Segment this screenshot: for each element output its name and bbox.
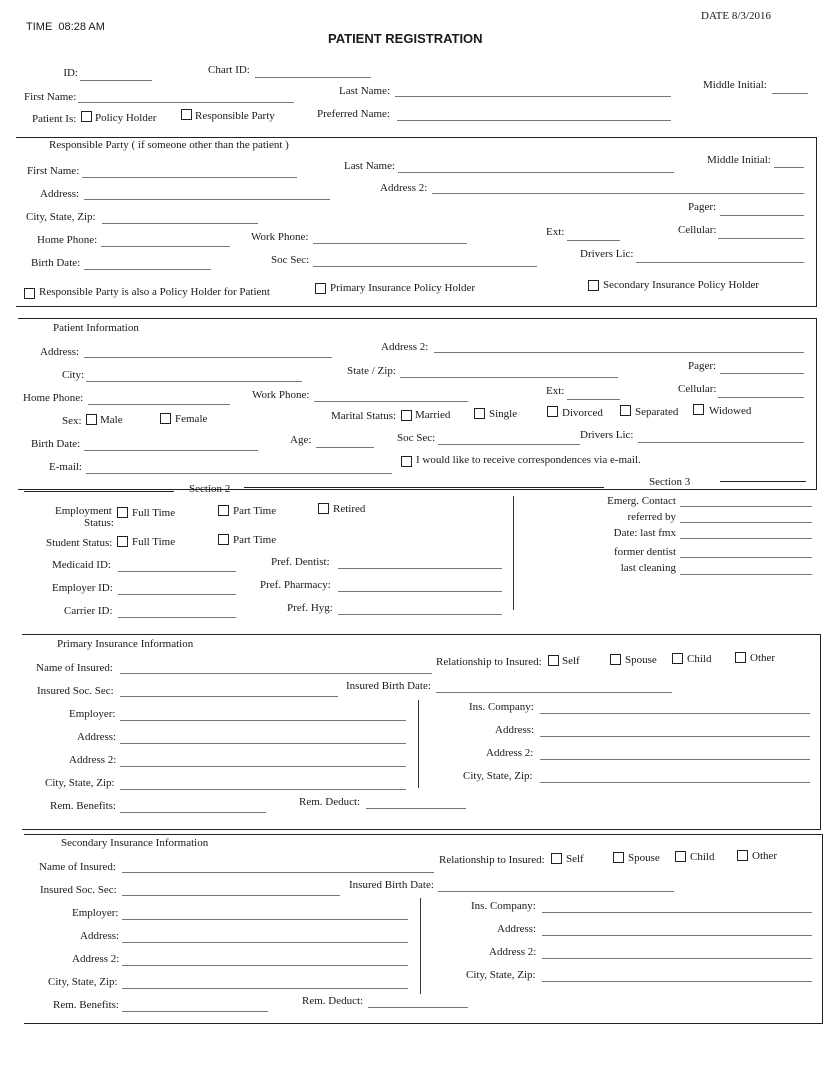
also-policy-holder-checkbox[interactable] bbox=[24, 288, 35, 299]
resp-middle-initial-label: Middle Initial: bbox=[707, 154, 771, 166]
secondary-rem-benefits-label: Rem. Benefits: bbox=[53, 999, 119, 1011]
secondary-insured-birth-date-label: Insured Birth Date: bbox=[349, 879, 434, 891]
pref-pharmacy-label: Pref. Pharmacy: bbox=[260, 579, 331, 591]
resp-soc-sec-field[interactable] bbox=[313, 266, 537, 267]
preferred-name-label: Preferred Name: bbox=[317, 108, 390, 120]
secondary-rem-deduct-field[interactable] bbox=[368, 1007, 468, 1008]
patient-ext-label: Ext: bbox=[546, 385, 565, 397]
resp-drivers-lic-label: Drivers Lic: bbox=[580, 248, 634, 260]
employment-retired-label: Retired bbox=[333, 503, 366, 515]
chart-id-label: Chart ID: bbox=[208, 64, 250, 76]
secondary-ins-address2-label: Address 2: bbox=[489, 946, 537, 958]
secondary-insured-soc-sec-field[interactable] bbox=[122, 895, 340, 896]
marital-single-checkbox[interactable] bbox=[474, 408, 485, 419]
resp-address-label: Address: bbox=[40, 188, 80, 200]
medicaid-id-field[interactable] bbox=[118, 571, 236, 572]
patient-ext-field[interactable] bbox=[567, 399, 620, 400]
carrier-id-field[interactable] bbox=[118, 617, 236, 618]
resp-pager-label: Pager: bbox=[688, 201, 717, 213]
patient-address2-label: Address 2: bbox=[381, 341, 429, 353]
primary-rem-deduct-label: Rem. Deduct: bbox=[299, 796, 361, 808]
sex-female-label: Female bbox=[175, 413, 208, 425]
section2-rule-left bbox=[24, 491, 174, 492]
marital-married-checkbox[interactable] bbox=[401, 410, 412, 421]
pref-hyg-label: Pref. Hyg: bbox=[287, 602, 333, 614]
email-field[interactable] bbox=[86, 473, 392, 474]
secondary-divider bbox=[420, 898, 421, 994]
primary-employer-field[interactable] bbox=[120, 720, 406, 721]
resp-city-state-zip-field[interactable] bbox=[102, 223, 258, 224]
secondary-insured-birth-date-field[interactable] bbox=[438, 891, 674, 892]
primary-rem-deduct-field[interactable] bbox=[366, 808, 466, 809]
patient-state-zip-field[interactable] bbox=[400, 377, 618, 378]
marital-divorced-label: Divorced bbox=[562, 407, 603, 419]
marital-separated-checkbox[interactable] bbox=[620, 405, 631, 416]
secondary-insurance-legend: Secondary Insurance Information bbox=[56, 837, 213, 849]
employment-full-time-label: Full Time bbox=[132, 507, 176, 519]
section2-legend: Section 2 bbox=[189, 483, 231, 495]
employment-part-time-label: Part Time bbox=[233, 505, 277, 517]
primary-self-checkbox[interactable] bbox=[548, 655, 559, 666]
secondary-self-checkbox[interactable] bbox=[551, 853, 562, 864]
marital-widowed-checkbox[interactable] bbox=[693, 404, 704, 415]
sex-male-label: Male bbox=[100, 414, 123, 426]
patient-city-field[interactable] bbox=[86, 381, 302, 382]
preferred-name-field[interactable] bbox=[397, 120, 671, 121]
pref-hyg-field[interactable] bbox=[338, 614, 502, 615]
employment-status-label-1: Employment bbox=[55, 505, 112, 517]
resp-birth-date-field[interactable] bbox=[84, 269, 211, 270]
primary-insurance-legend: Primary Insurance Information bbox=[52, 638, 198, 650]
age-field[interactable] bbox=[316, 447, 374, 448]
primary-insured-soc-sec-field[interactable] bbox=[120, 696, 338, 697]
secondary-city-state-zip-field[interactable] bbox=[122, 988, 408, 989]
resp-ext-field[interactable] bbox=[567, 240, 620, 241]
employer-id-label: Employer ID: bbox=[52, 582, 113, 594]
secondary-policy-holder-checkbox[interactable] bbox=[588, 280, 599, 291]
primary-policy-holder-label: Primary Insurance Policy Holder bbox=[330, 282, 476, 294]
first-name-label: First Name: bbox=[24, 91, 77, 103]
primary-rem-benefits-label: Rem. Benefits: bbox=[50, 800, 116, 812]
secondary-rem-benefits-field[interactable] bbox=[122, 1011, 268, 1012]
marital-status-label: Marital Status: bbox=[331, 410, 397, 422]
pref-pharmacy-field[interactable] bbox=[338, 591, 502, 592]
primary-address-field[interactable] bbox=[120, 743, 406, 744]
email-consent-label: I would like to receive correspondences via e-mail. bbox=[416, 454, 641, 466]
primary-child-label: Child bbox=[687, 653, 712, 665]
primary-divider bbox=[418, 700, 419, 788]
pref-dentist-label: Pref. Dentist: bbox=[271, 556, 330, 568]
patient-soc-sec-label: Soc Sec: bbox=[397, 432, 436, 444]
student-part-time-label: Part Time bbox=[233, 534, 277, 546]
marital-widowed-label: Widowed bbox=[709, 405, 752, 417]
id-label: ID: bbox=[63, 67, 78, 79]
secondary-ins-address2-field[interactable] bbox=[542, 958, 812, 959]
primary-relationship-label: Relationship to Insured: bbox=[436, 656, 542, 668]
secondary-city-state-zip-label: City, State, Zip: bbox=[48, 976, 118, 988]
employment-status-label-2: Status: bbox=[84, 517, 114, 529]
resp-last-name-label: Last Name: bbox=[344, 160, 396, 172]
primary-address-label: Address: bbox=[77, 731, 117, 743]
secondary-other-label: Other bbox=[752, 850, 778, 862]
time-label: TIME 08:28 AM bbox=[26, 21, 105, 33]
secondary-address2-field[interactable] bbox=[122, 965, 408, 966]
date-label: DATE 8/3/2016 bbox=[701, 10, 771, 22]
resp-first-name-field[interactable] bbox=[82, 177, 297, 178]
primary-insured-birth-date-label: Insured Birth Date: bbox=[346, 680, 431, 692]
resp-first-name-label: First Name: bbox=[27, 165, 80, 177]
secondary-ins-company-label: Ins. Company: bbox=[471, 900, 536, 912]
employment-part-time-checkbox[interactable] bbox=[218, 505, 229, 516]
last-cleaning-label: last cleaning bbox=[620, 562, 676, 574]
sex-label: Sex: bbox=[62, 415, 82, 427]
resp-pager-field[interactable] bbox=[720, 215, 804, 216]
employment-retired-checkbox[interactable] bbox=[318, 503, 329, 514]
former-dentist-field[interactable] bbox=[680, 557, 812, 558]
date-last-fmx-field[interactable] bbox=[680, 538, 812, 539]
sex-male-checkbox[interactable] bbox=[86, 414, 97, 425]
employer-id-field[interactable] bbox=[118, 594, 236, 595]
first-name-field[interactable] bbox=[78, 102, 294, 103]
secondary-spouse-checkbox[interactable] bbox=[613, 852, 624, 863]
primary-spouse-label: Spouse bbox=[625, 654, 657, 666]
patient-information-legend: Patient Information bbox=[48, 322, 144, 334]
patient-soc-sec-field[interactable] bbox=[438, 444, 580, 445]
resp-cellular-field[interactable] bbox=[718, 238, 804, 239]
marital-single-label: Single bbox=[489, 408, 518, 420]
patient-cellular-field[interactable] bbox=[718, 397, 804, 398]
primary-ins-address2-label: Address 2: bbox=[486, 747, 534, 759]
primary-self-label: Self bbox=[562, 655, 580, 667]
primary-address2-field[interactable] bbox=[120, 766, 406, 767]
patient-pager-label: Pager: bbox=[688, 360, 717, 372]
email-consent-checkbox[interactable] bbox=[401, 456, 412, 467]
secondary-name-of-insured-field[interactable] bbox=[122, 872, 434, 873]
secondary-spouse-label: Spouse bbox=[628, 852, 660, 864]
secondary-policy-holder-label: Secondary Insurance Policy Holder bbox=[603, 279, 760, 291]
middle-initial-label: Middle Initial: bbox=[703, 79, 767, 91]
primary-city-state-zip-field[interactable] bbox=[120, 789, 406, 790]
student-full-time-checkbox[interactable] bbox=[117, 536, 128, 547]
resp-home-phone-label: Home Phone: bbox=[37, 234, 98, 246]
secondary-rem-deduct-label: Rem. Deduct: bbox=[302, 995, 364, 1007]
secondary-address-field[interactable] bbox=[122, 942, 408, 943]
section-divider bbox=[513, 496, 514, 610]
marital-separated-label: Separated bbox=[635, 406, 679, 418]
email-label: E-mail: bbox=[49, 461, 82, 473]
primary-insured-birth-date-field[interactable] bbox=[436, 692, 672, 693]
resp-address2-label: Address 2: bbox=[380, 182, 428, 194]
responsible-party-label: Responsible Party bbox=[195, 110, 275, 122]
student-status-label: Student Status: bbox=[46, 537, 113, 549]
carrier-id-label: Carrier ID: bbox=[64, 605, 113, 617]
last-cleaning-field[interactable] bbox=[680, 574, 812, 575]
secondary-other-checkbox[interactable] bbox=[737, 850, 748, 861]
last-name-field[interactable] bbox=[395, 96, 671, 97]
secondary-relationship-label: Relationship to Insured: bbox=[439, 854, 545, 866]
patient-work-phone-label: Work Phone: bbox=[252, 389, 310, 401]
primary-ins-city-state-zip-field[interactable] bbox=[540, 782, 810, 783]
secondary-ins-city-state-zip-field[interactable] bbox=[542, 981, 812, 982]
age-label: Age: bbox=[290, 434, 312, 446]
resp-ext-label: Ext: bbox=[546, 226, 565, 238]
resp-soc-sec-label: Soc Sec: bbox=[271, 254, 310, 266]
secondary-name-of-insured-label: Name of Insured: bbox=[39, 861, 116, 873]
date-last-fmx-label: Date: last fmx bbox=[613, 527, 676, 539]
primary-ins-address-label: Address: bbox=[495, 724, 535, 736]
sex-female-checkbox[interactable] bbox=[160, 413, 171, 424]
last-name-label: Last Name: bbox=[339, 85, 391, 97]
primary-ins-company-label: Ins. Company: bbox=[469, 701, 534, 713]
patient-work-phone-field[interactable] bbox=[314, 401, 468, 402]
also-policy-holder-label: Responsible Party is also a Policy Holder for Patient bbox=[39, 286, 270, 298]
former-dentist-label: former dentist bbox=[613, 546, 676, 558]
marital-divorced-checkbox[interactable] bbox=[547, 406, 558, 417]
time-value: 08:28 AM bbox=[58, 21, 105, 33]
primary-ins-city-state-zip-label: City, State, Zip: bbox=[463, 770, 533, 782]
patient-birth-date-label: Birth Date: bbox=[31, 438, 81, 450]
secondary-insured-soc-sec-label: Insured Soc. Sec: bbox=[40, 884, 117, 896]
resp-middle-initial-field[interactable] bbox=[774, 167, 804, 168]
medicaid-id-label: Medicaid ID: bbox=[52, 559, 111, 571]
employment-full-time-checkbox[interactable] bbox=[117, 507, 128, 518]
primary-address2-label: Address 2: bbox=[69, 754, 117, 766]
section2-rule-right bbox=[244, 487, 604, 488]
primary-ins-company-field[interactable] bbox=[540, 713, 810, 714]
student-part-time-checkbox[interactable] bbox=[218, 534, 229, 545]
patient-address-label: Address: bbox=[40, 346, 80, 358]
responsible-party-legend: Responsible Party ( if someone other than the patient ) bbox=[44, 139, 294, 151]
patient-home-phone-field[interactable] bbox=[88, 404, 230, 405]
primary-insured-soc-sec-label: Insured Soc. Sec: bbox=[37, 685, 114, 697]
policy-holder-label: Policy Holder bbox=[95, 112, 157, 124]
secondary-ins-company-field[interactable] bbox=[542, 912, 812, 913]
primary-employer-label: Employer: bbox=[69, 708, 116, 720]
resp-cellular-label: Cellular: bbox=[678, 224, 717, 236]
resp-last-name-field[interactable] bbox=[398, 172, 674, 173]
chart-id-field[interactable] bbox=[255, 77, 371, 78]
secondary-employer-label: Employer: bbox=[72, 907, 119, 919]
primary-policy-holder-checkbox[interactable] bbox=[315, 283, 326, 294]
primary-other-label: Other bbox=[750, 652, 776, 664]
emerg-contact-field[interactable] bbox=[680, 506, 812, 507]
student-full-time-label: Full Time bbox=[132, 536, 176, 548]
primary-name-of-insured-field[interactable] bbox=[120, 673, 432, 674]
patient-address-field[interactable] bbox=[84, 357, 332, 358]
primary-ins-address2-field[interactable] bbox=[540, 759, 810, 760]
primary-city-state-zip-label: City, State, Zip: bbox=[45, 777, 115, 789]
referred-by-label: referred by bbox=[627, 511, 676, 523]
marital-married-label: Married bbox=[415, 409, 451, 421]
patient-drivers-lic-label: Drivers Lic: bbox=[580, 429, 634, 441]
date-value: 8/3/2016 bbox=[731, 10, 771, 22]
secondary-ins-address-label: Address: bbox=[497, 923, 537, 935]
secondary-self-label: Self bbox=[566, 853, 584, 865]
resp-work-phone-label: Work Phone: bbox=[251, 231, 309, 243]
patient-birth-date-field[interactable] bbox=[84, 450, 258, 451]
primary-ins-address-field[interactable] bbox=[540, 736, 810, 737]
patient-city-label: City: bbox=[62, 369, 85, 381]
resp-drivers-lic-field[interactable] bbox=[636, 262, 804, 263]
resp-address-field[interactable] bbox=[84, 199, 330, 200]
secondary-child-checkbox[interactable] bbox=[675, 851, 686, 862]
section3-rule bbox=[720, 481, 806, 482]
patient-pager-field[interactable] bbox=[720, 373, 804, 374]
responsible-party-checkbox[interactable] bbox=[181, 109, 192, 120]
referred-by-field[interactable] bbox=[680, 522, 812, 523]
resp-work-phone-field[interactable] bbox=[313, 243, 467, 244]
secondary-address2-label: Address 2: bbox=[72, 953, 120, 965]
secondary-ins-address-field[interactable] bbox=[542, 935, 812, 936]
secondary-employer-field[interactable] bbox=[122, 919, 408, 920]
resp-address2-field[interactable] bbox=[432, 193, 804, 194]
primary-other-checkbox[interactable] bbox=[735, 652, 746, 663]
pref-dentist-field[interactable] bbox=[338, 568, 502, 569]
secondary-address-label: Address: bbox=[80, 930, 120, 942]
primary-spouse-checkbox[interactable] bbox=[610, 654, 621, 665]
page-title: PATIENT REGISTRATION bbox=[328, 31, 483, 46]
middle-initial-field[interactable] bbox=[772, 93, 808, 94]
patient-drivers-lic-field[interactable] bbox=[638, 442, 804, 443]
primary-rem-benefits-field[interactable] bbox=[120, 812, 266, 813]
primary-child-checkbox[interactable] bbox=[672, 653, 683, 664]
patient-is-label: Patient Is: bbox=[32, 113, 77, 125]
primary-name-of-insured-label: Name of Insured: bbox=[36, 662, 113, 674]
patient-address2-field[interactable] bbox=[434, 352, 804, 353]
resp-birth-date-label: Birth Date: bbox=[31, 257, 81, 269]
patient-home-phone-label: Home Phone: bbox=[23, 392, 84, 404]
resp-home-phone-field[interactable] bbox=[101, 246, 230, 247]
secondary-ins-city-state-zip-label: City, State, Zip: bbox=[466, 969, 536, 981]
policy-holder-checkbox[interactable] bbox=[81, 111, 92, 122]
section3-legend: Section 3 bbox=[649, 476, 691, 488]
secondary-child-label: Child bbox=[690, 851, 715, 863]
emerg-contact-label: Emerg. Contact bbox=[607, 495, 676, 507]
resp-city-state-zip-label: City, State, Zip: bbox=[26, 211, 96, 223]
patient-state-zip-label: State / Zip: bbox=[347, 365, 396, 377]
id-field[interactable] bbox=[80, 80, 152, 81]
patient-cellular-label: Cellular: bbox=[678, 383, 717, 395]
